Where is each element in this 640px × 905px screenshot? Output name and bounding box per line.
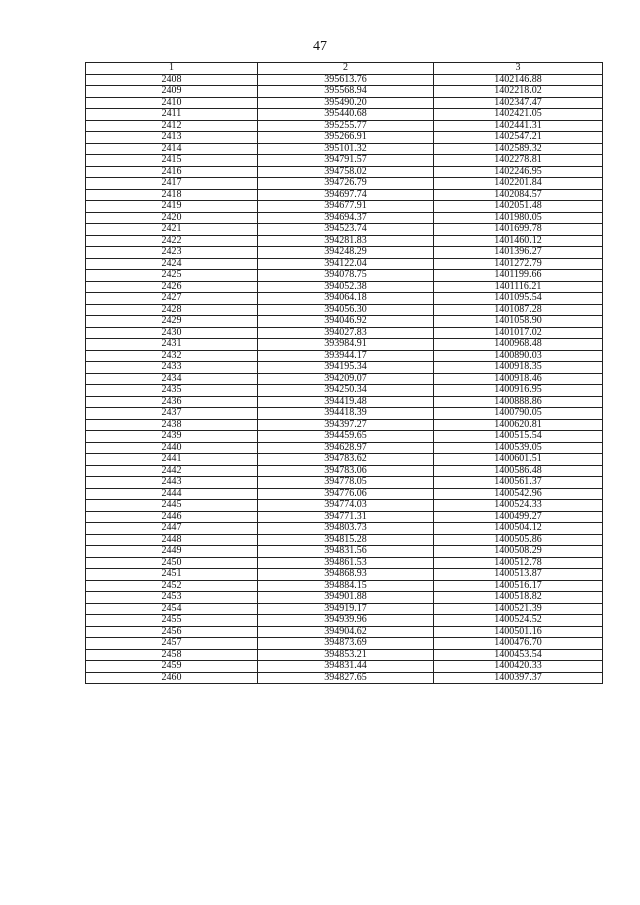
x-coordinate-cell: 394418.39 (258, 408, 434, 420)
y-coordinate-cell: 1402218.02 (434, 86, 603, 98)
point-number-cell: 2446 (86, 511, 258, 523)
table-row (86, 97, 603, 109)
point-number-cell: 2421 (86, 224, 258, 236)
point-number-cell: 2410 (86, 97, 258, 109)
y-coordinate-cell: 1402146.88 (434, 74, 603, 86)
x-coordinate-cell: 394758.02 (258, 166, 434, 178)
point-number-cell: 2411 (86, 109, 258, 121)
point-number-cell: 2438 (86, 419, 258, 431)
x-coordinate-cell: 394815.28 (258, 534, 434, 546)
y-coordinate-cell: 1400890.03 (434, 350, 603, 362)
x-coordinate-cell: 394861.53 (258, 557, 434, 569)
y-coordinate-cell: 1400504.12 (434, 523, 603, 535)
column-header-1: 1 (86, 63, 258, 75)
table-row (86, 304, 603, 316)
table-row (86, 362, 603, 374)
point-number-cell: 2431 (86, 339, 258, 351)
x-coordinate-cell: 395101.32 (258, 143, 434, 155)
point-number-cell: 2426 (86, 281, 258, 293)
y-coordinate-cell: 1400397.37 (434, 672, 603, 684)
point-number-cell: 2434 (86, 373, 258, 385)
point-number-cell: 2436 (86, 396, 258, 408)
y-coordinate-cell: 1400524.52 (434, 615, 603, 627)
y-coordinate-cell: 1401116.21 (434, 281, 603, 293)
point-number-cell: 2460 (86, 672, 258, 684)
table-row (86, 488, 603, 500)
y-coordinate-cell: 1400524.33 (434, 500, 603, 512)
point-number-cell: 2439 (86, 431, 258, 443)
table-row (86, 592, 603, 604)
table-row (86, 86, 603, 98)
table-row (86, 603, 603, 615)
table-row (86, 408, 603, 420)
table-row (86, 327, 603, 339)
point-number-cell: 2447 (86, 523, 258, 535)
y-coordinate-cell: 1402589.32 (434, 143, 603, 155)
point-number-cell: 2408 (86, 74, 258, 86)
point-number-cell: 2423 (86, 247, 258, 259)
y-coordinate-cell: 1401396.27 (434, 247, 603, 259)
x-coordinate-cell: 394694.37 (258, 212, 434, 224)
y-coordinate-cell: 1400918.35 (434, 362, 603, 374)
y-coordinate-cell: 1400790.05 (434, 408, 603, 420)
point-number-cell: 2418 (86, 189, 258, 201)
y-coordinate-cell: 1402246.95 (434, 166, 603, 178)
point-number-cell: 2419 (86, 201, 258, 213)
y-coordinate-cell: 1402347.47 (434, 97, 603, 109)
point-number-cell: 2451 (86, 569, 258, 581)
table-row (86, 442, 603, 454)
table-row (86, 649, 603, 661)
y-coordinate-cell: 1400499.27 (434, 511, 603, 523)
x-coordinate-cell: 394904.62 (258, 626, 434, 638)
point-number-cell: 2455 (86, 615, 258, 627)
point-number-cell: 2413 (86, 132, 258, 144)
table-row (86, 454, 603, 466)
table-row (86, 477, 603, 489)
header-row (86, 63, 603, 75)
table-row (86, 316, 603, 328)
x-coordinate-cell: 394783.06 (258, 465, 434, 477)
point-number-cell: 2409 (86, 86, 258, 98)
point-number-cell: 2412 (86, 120, 258, 132)
table-row (86, 155, 603, 167)
table-row (86, 373, 603, 385)
x-coordinate-cell: 394776.06 (258, 488, 434, 500)
point-number-cell: 2414 (86, 143, 258, 155)
y-coordinate-cell: 1400916.95 (434, 385, 603, 397)
point-number-cell: 2432 (86, 350, 258, 362)
y-coordinate-cell: 1400453.54 (434, 649, 603, 661)
y-coordinate-cell: 1400918.46 (434, 373, 603, 385)
point-number-cell: 2450 (86, 557, 258, 569)
table-row (86, 235, 603, 247)
table-row (86, 120, 603, 132)
x-coordinate-cell: 394281.83 (258, 235, 434, 247)
y-coordinate-cell: 1402547.21 (434, 132, 603, 144)
table-row (86, 638, 603, 650)
y-coordinate-cell: 1400513.87 (434, 569, 603, 581)
table-row (86, 201, 603, 213)
x-coordinate-cell: 394853.21 (258, 649, 434, 661)
x-coordinate-cell: 394195.34 (258, 362, 434, 374)
point-number-cell: 2429 (86, 316, 258, 328)
y-coordinate-cell: 1400476.70 (434, 638, 603, 650)
point-number-cell: 2441 (86, 454, 258, 466)
x-coordinate-cell: 394419.48 (258, 396, 434, 408)
point-number-cell: 2424 (86, 258, 258, 270)
x-coordinate-cell: 394774.03 (258, 500, 434, 512)
page-number: 47 (313, 39, 327, 54)
point-number-cell: 2448 (86, 534, 258, 546)
x-coordinate-cell: 394919.17 (258, 603, 434, 615)
x-coordinate-cell: 395568.94 (258, 86, 434, 98)
point-number-cell: 2457 (86, 638, 258, 650)
y-coordinate-cell: 1401980.05 (434, 212, 603, 224)
point-number-cell: 2445 (86, 500, 258, 512)
point-number-cell: 2443 (86, 477, 258, 489)
table-row (86, 557, 603, 569)
point-number-cell: 2416 (86, 166, 258, 178)
table-row (86, 109, 603, 121)
table-body (86, 74, 603, 684)
y-coordinate-cell: 1401699.78 (434, 224, 603, 236)
x-coordinate-cell: 394064.18 (258, 293, 434, 305)
x-coordinate-cell: 394056.30 (258, 304, 434, 316)
table-row (86, 247, 603, 259)
table-header (86, 63, 603, 75)
table-row (86, 132, 603, 144)
point-number-cell: 2435 (86, 385, 258, 397)
y-coordinate-cell: 1400518.82 (434, 592, 603, 604)
point-number-cell: 2428 (86, 304, 258, 316)
x-coordinate-cell: 394868.93 (258, 569, 434, 581)
y-coordinate-cell: 1401095.54 (434, 293, 603, 305)
x-coordinate-cell: 394803.73 (258, 523, 434, 535)
x-coordinate-cell: 394873.69 (258, 638, 434, 650)
y-coordinate-cell: 1400968.48 (434, 339, 603, 351)
x-coordinate-cell: 394697.74 (258, 189, 434, 201)
point-number-cell: 2456 (86, 626, 258, 638)
point-number-cell: 2430 (86, 327, 258, 339)
point-number-cell: 2449 (86, 546, 258, 558)
x-coordinate-cell: 394831.56 (258, 546, 434, 558)
y-coordinate-cell: 1402441.31 (434, 120, 603, 132)
y-coordinate-cell: 1401460.12 (434, 235, 603, 247)
table-row (86, 672, 603, 684)
table-row (86, 74, 603, 86)
table-row (86, 350, 603, 362)
y-coordinate-cell: 1401199.66 (434, 270, 603, 282)
point-number-cell: 2415 (86, 155, 258, 167)
point-number-cell: 2425 (86, 270, 258, 282)
point-number-cell: 2453 (86, 592, 258, 604)
y-coordinate-cell: 1401058.90 (434, 316, 603, 328)
table-row (86, 143, 603, 155)
table-row (86, 166, 603, 178)
y-coordinate-cell: 1400888.86 (434, 396, 603, 408)
table-row (86, 224, 603, 236)
point-number-cell: 2420 (86, 212, 258, 224)
table-row (86, 270, 603, 282)
y-coordinate-cell: 1400516.17 (434, 580, 603, 592)
y-coordinate-cell: 1400501.16 (434, 626, 603, 638)
point-number-cell: 2452 (86, 580, 258, 592)
point-number-cell: 2459 (86, 661, 258, 673)
y-coordinate-cell: 1400521.39 (434, 603, 603, 615)
x-coordinate-cell: 394939.96 (258, 615, 434, 627)
y-coordinate-cell: 1400515.54 (434, 431, 603, 443)
y-coordinate-cell: 1400505.86 (434, 534, 603, 546)
x-coordinate-cell: 394397.27 (258, 419, 434, 431)
y-coordinate-cell: 1400561.37 (434, 477, 603, 489)
coordinates-table (85, 62, 603, 684)
point-number-cell: 2417 (86, 178, 258, 190)
table-row (86, 178, 603, 190)
y-coordinate-cell: 1401272.79 (434, 258, 603, 270)
table-row (86, 569, 603, 581)
x-coordinate-cell: 394078.75 (258, 270, 434, 282)
y-coordinate-cell: 1400508.29 (434, 546, 603, 558)
x-coordinate-cell: 394209.07 (258, 373, 434, 385)
y-coordinate-cell: 1400542.96 (434, 488, 603, 500)
point-number-cell: 2427 (86, 293, 258, 305)
x-coordinate-cell: 394771.31 (258, 511, 434, 523)
x-coordinate-cell: 394459.65 (258, 431, 434, 443)
y-coordinate-cell: 1402421.05 (434, 109, 603, 121)
table-row (86, 339, 603, 351)
x-coordinate-cell: 394248.29 (258, 247, 434, 259)
point-number-cell: 2444 (86, 488, 258, 500)
x-coordinate-cell: 395266.91 (258, 132, 434, 144)
point-number-cell: 2454 (86, 603, 258, 615)
y-coordinate-cell: 1400586.48 (434, 465, 603, 477)
point-number-cell: 2458 (86, 649, 258, 661)
table-row (86, 661, 603, 673)
table-row (86, 523, 603, 535)
y-coordinate-cell: 1402201.84 (434, 178, 603, 190)
column-header-3: 3 (434, 63, 603, 75)
y-coordinate-cell: 1400620.81 (434, 419, 603, 431)
table-row (86, 534, 603, 546)
table-row (86, 258, 603, 270)
y-coordinate-cell: 1401087.28 (434, 304, 603, 316)
point-number-cell: 2433 (86, 362, 258, 374)
y-coordinate-cell: 1400601.51 (434, 454, 603, 466)
point-number-cell: 2440 (86, 442, 258, 454)
table-row (86, 465, 603, 477)
x-coordinate-cell: 394250.34 (258, 385, 434, 397)
x-coordinate-cell: 394523.74 (258, 224, 434, 236)
table-row (86, 580, 603, 592)
x-coordinate-cell: 394628.97 (258, 442, 434, 454)
x-coordinate-cell: 394677.91 (258, 201, 434, 213)
x-coordinate-cell: 394791.57 (258, 155, 434, 167)
table-row (86, 431, 603, 443)
x-coordinate-cell: 394052.38 (258, 281, 434, 293)
table-row (86, 293, 603, 305)
x-coordinate-cell: 394884.15 (258, 580, 434, 592)
table-row (86, 212, 603, 224)
table-row (86, 189, 603, 201)
table-row (86, 615, 603, 627)
table-row (86, 500, 603, 512)
x-coordinate-cell: 394726.79 (258, 178, 434, 190)
x-coordinate-cell: 393984.91 (258, 339, 434, 351)
y-coordinate-cell: 1400539.05 (434, 442, 603, 454)
table-row (86, 385, 603, 397)
x-coordinate-cell: 394027.83 (258, 327, 434, 339)
column-header-2: 2 (258, 63, 434, 75)
table-row (86, 396, 603, 408)
point-number-cell: 2437 (86, 408, 258, 420)
point-number-cell: 2442 (86, 465, 258, 477)
table-row (86, 511, 603, 523)
y-coordinate-cell: 1400512.78 (434, 557, 603, 569)
x-coordinate-cell: 394831.44 (258, 661, 434, 673)
x-coordinate-cell: 395255.77 (258, 120, 434, 132)
x-coordinate-cell: 394778.05 (258, 477, 434, 489)
x-coordinate-cell: 395613.76 (258, 74, 434, 86)
x-coordinate-cell: 394122.04 (258, 258, 434, 270)
table-row (86, 419, 603, 431)
x-coordinate-cell: 393944.17 (258, 350, 434, 362)
x-coordinate-cell: 394901.88 (258, 592, 434, 604)
y-coordinate-cell: 1402278.81 (434, 155, 603, 167)
x-coordinate-cell: 394827.65 (258, 672, 434, 684)
table-row (86, 546, 603, 558)
table-row (86, 281, 603, 293)
x-coordinate-cell: 394046.92 (258, 316, 434, 328)
x-coordinate-cell: 394783.62 (258, 454, 434, 466)
y-coordinate-cell: 1402084.57 (434, 189, 603, 201)
x-coordinate-cell: 395490.20 (258, 97, 434, 109)
x-coordinate-cell: 395440.68 (258, 109, 434, 121)
point-number-cell: 2422 (86, 235, 258, 247)
y-coordinate-cell: 1400420.33 (434, 661, 603, 673)
y-coordinate-cell: 1402051.48 (434, 201, 603, 213)
table-row (86, 626, 603, 638)
y-coordinate-cell: 1401017.02 (434, 327, 603, 339)
